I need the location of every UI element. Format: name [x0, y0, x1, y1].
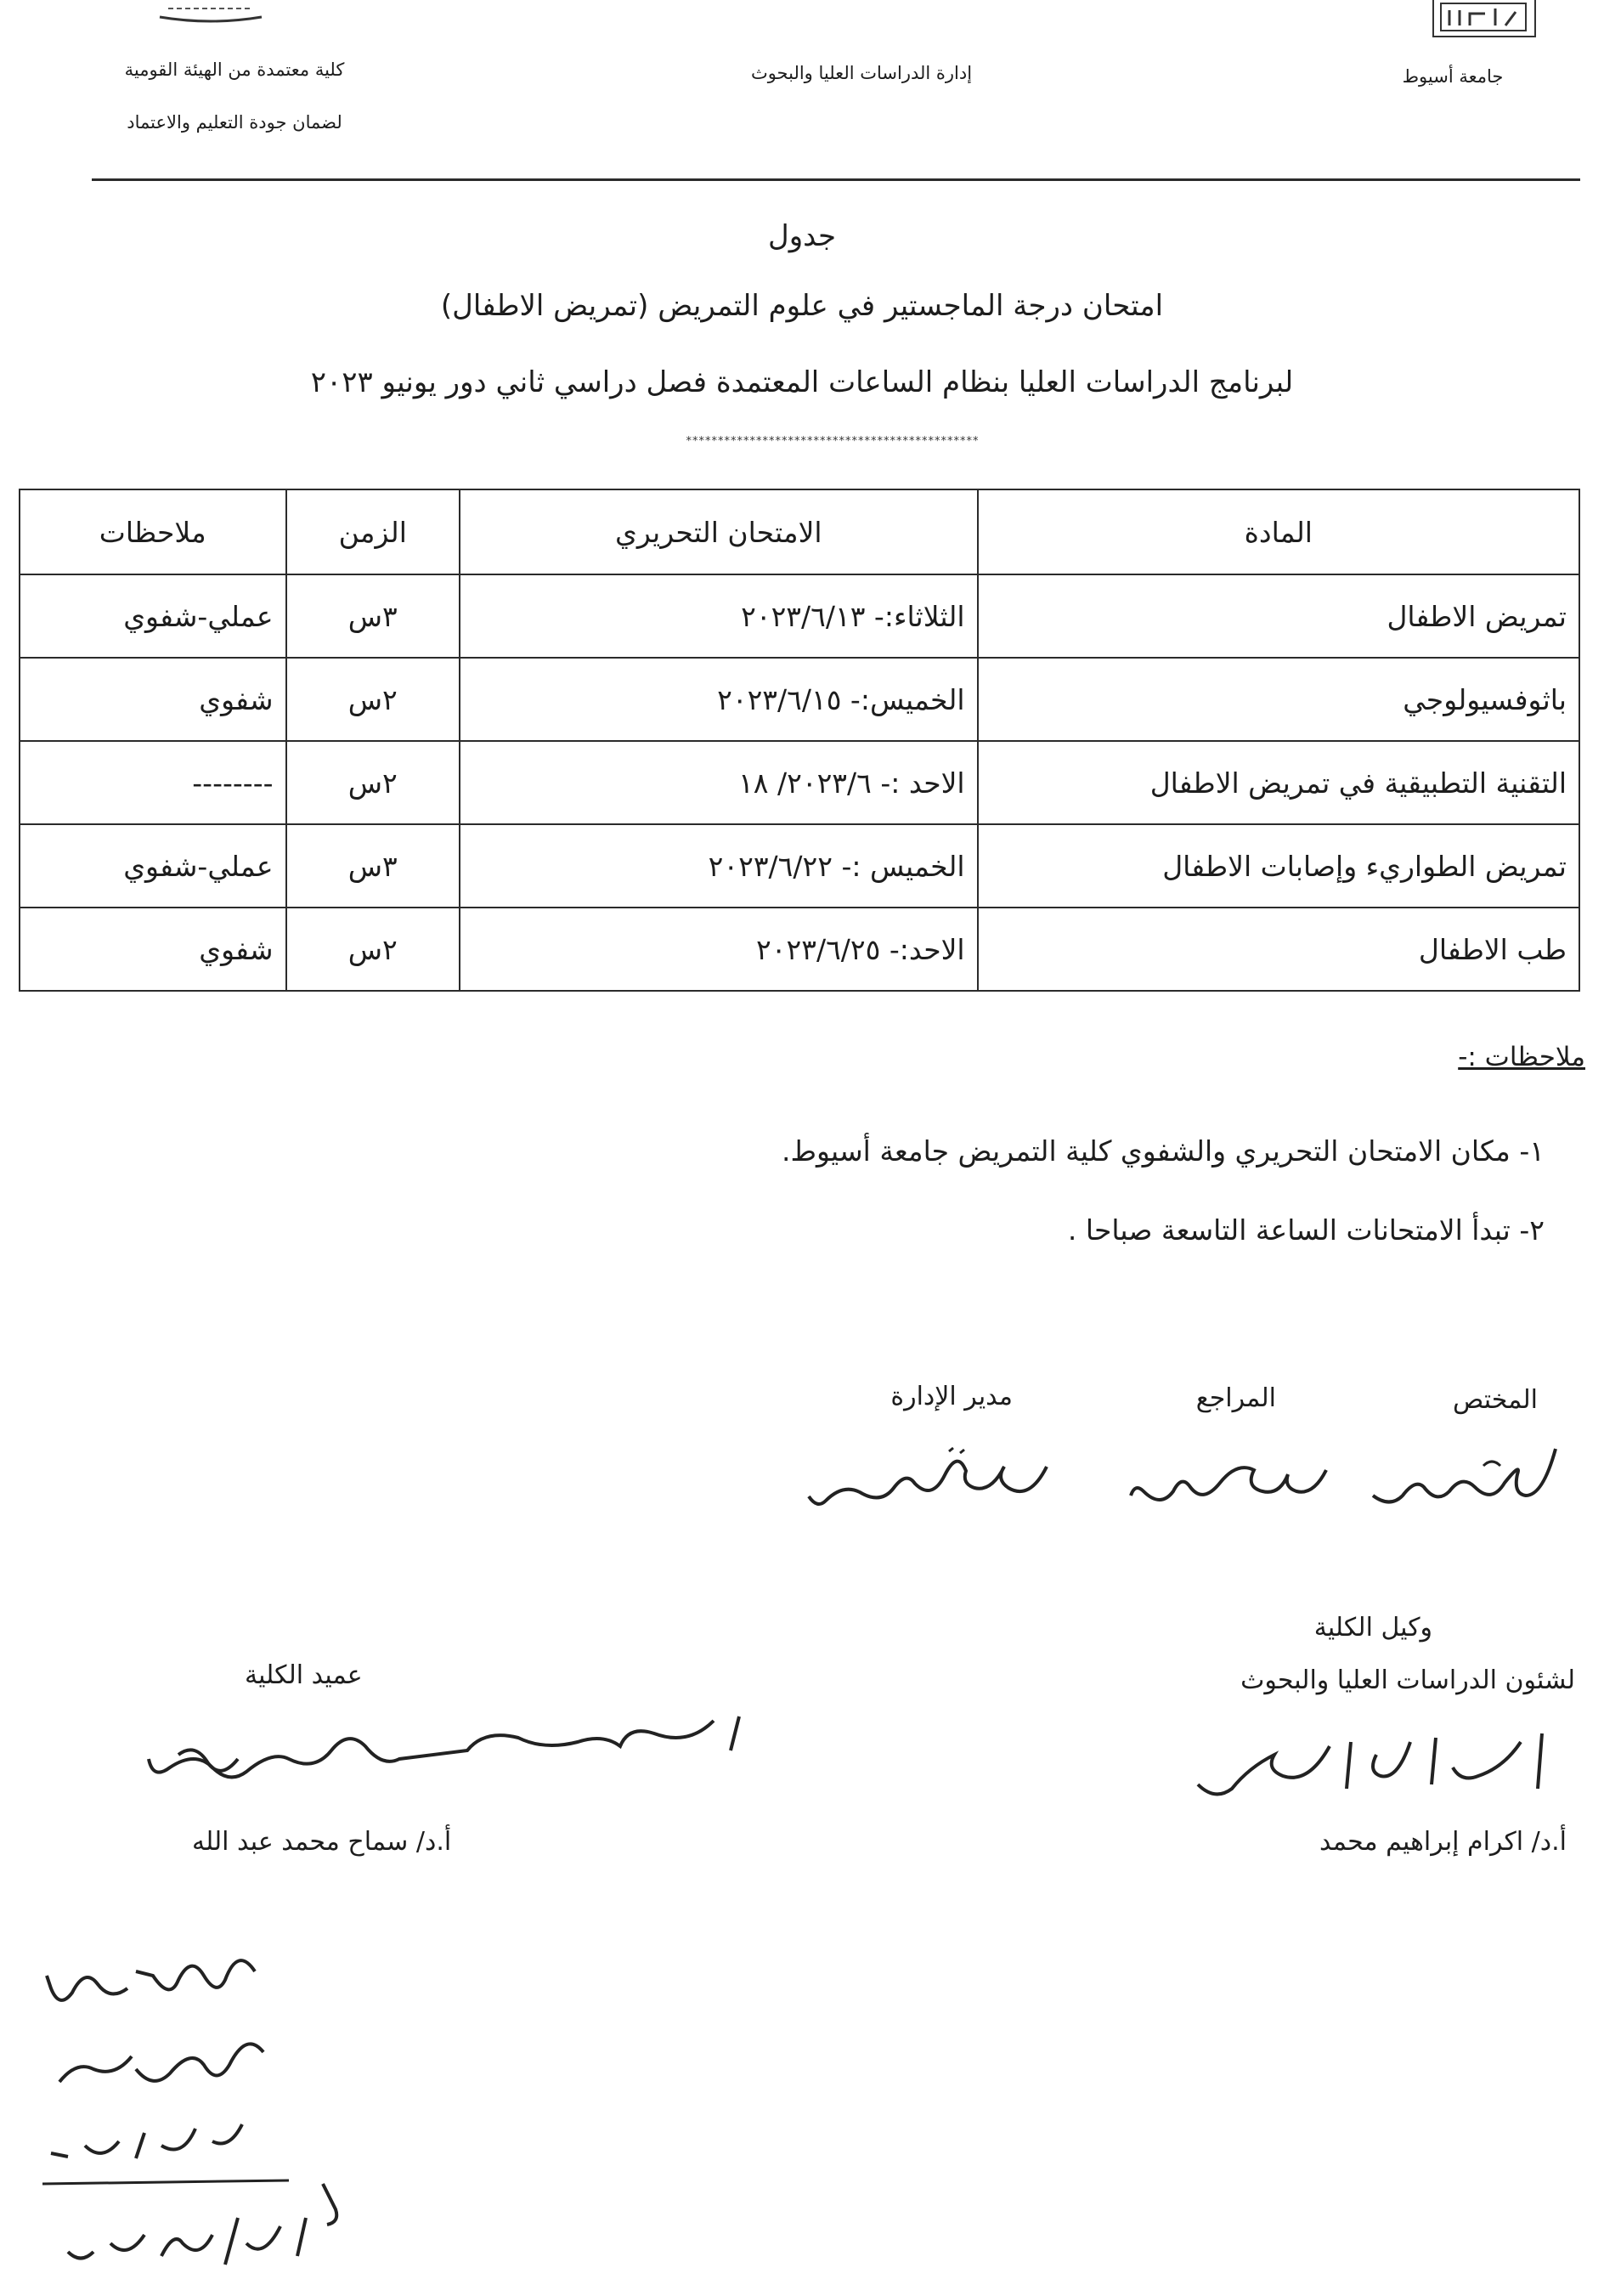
header-subject: المادة	[978, 489, 1579, 574]
row-exam: الاحد:- ٢٠٢٣/٦/٢٥	[460, 908, 978, 991]
faculty-logo	[151, 0, 270, 25]
handwritten-signature-dean	[144, 1699, 756, 1801]
university-logo-icon	[1434, 0, 1534, 36]
table-row	[20, 574, 1579, 658]
row-exam: الخميس :- ٢٠٢٣/٦/٢٢	[460, 824, 978, 908]
table-row	[20, 658, 1579, 741]
row-subject: تمريض الاطفال	[978, 574, 1579, 658]
vice-dean-name: أ.د/ اكرام إبراهيم محمد	[1319, 1827, 1567, 1857]
row-exam: الاحد :- ٢٠٢٣/٦/ ١٨	[460, 741, 978, 824]
note-item-1: ١- مكان الامتحان التحريري والشفوي كلية التمريض جامعة أسيوط.	[782, 1134, 1545, 1168]
header-accreditation-line1: كلية معتمدة من الهيئة القومية	[124, 59, 345, 80]
header-accreditation-line2: لضمان جودة التعليم والاعتماد	[127, 112, 342, 133]
handwritten-signature-vice-dean	[1181, 1716, 1555, 1810]
vice-dean-office: لشئون الدراسات العليا والبحوث	[1240, 1665, 1575, 1695]
row-exam: الخميس:- ٢٠٢٣/٦/١٥	[460, 658, 978, 741]
row-time: ٢س	[286, 741, 460, 824]
handwritten-signature-specialist	[1356, 1436, 1568, 1530]
signature-label-admin-manager: مدير الإدارة	[890, 1382, 1013, 1411]
header-administration: إدارة الدراسات العليا والبحوث	[750, 63, 973, 83]
row-notes: --------	[20, 741, 286, 824]
vice-dean-title: وكيل الكلية	[1313, 1613, 1432, 1643]
dean-name: أ.د/ سماح محمد عبد الله	[192, 1827, 452, 1857]
row-notes: شفوي	[20, 908, 286, 991]
row-time: ٣س	[286, 824, 460, 908]
document-program-line: لبرنامج الدراسات العليا بنظام الساعات المعتمدة فصل دراسي ثاني دور يونيو ٢٠٢٣	[310, 365, 1294, 399]
document-subtitle: امتحان درجة الماجستير في علوم التمريض (تمريض الاطفال)	[440, 289, 1164, 323]
row-time: ٢س	[286, 908, 460, 991]
notes-title: ملاحظات :-	[1458, 1042, 1585, 1072]
faculty-logo-icon	[151, 0, 270, 25]
row-subject: تمريض الطواريء وإصابات الاطفال	[978, 824, 1579, 908]
header-notes: ملاحظات	[20, 489, 286, 574]
header-written-exam: الامتحان التحريري	[460, 489, 978, 574]
signature-label-reviewer: المراجع	[1195, 1383, 1276, 1413]
handwritten-signature-reviewer	[1118, 1445, 1339, 1521]
header-divider	[92, 178, 1580, 181]
header-time: الزمن	[286, 489, 460, 574]
row-notes: شفوي	[20, 658, 286, 741]
university-logo	[1432, 0, 1536, 37]
row-subject: باثوفسيولوجي	[978, 658, 1579, 741]
document-title: جدول	[768, 219, 836, 253]
note-item-2: ٢- تبدأ الامتحانات الساعة التاسعة صباحا .	[1067, 1213, 1545, 1247]
exam-schedule-table	[19, 489, 1580, 992]
row-subject: طب الاطفال	[978, 908, 1579, 991]
decorative-stars: **********************************************	[686, 435, 980, 448]
table-header-row	[20, 489, 1579, 574]
row-time: ٢س	[286, 658, 460, 741]
row-time: ٣س	[286, 574, 460, 658]
dean-title: عميد الكلية	[245, 1660, 363, 1690]
handwritten-signature-admin-manager	[800, 1433, 1055, 1526]
row-exam: الثلاثاء:- ٢٠٢٣/٦/١٣	[460, 574, 978, 658]
row-subject: التقنية التطبيقية في تمريض الاطفال	[978, 741, 1579, 824]
table-row	[20, 908, 1579, 991]
row-notes: عملي-شفوي	[20, 824, 286, 908]
handwritten-approval-note	[34, 1929, 476, 2286]
signature-label-specialist: المختص	[1453, 1385, 1538, 1415]
row-notes: عملي-شفوي	[20, 574, 286, 658]
table-row	[20, 824, 1579, 908]
table-row	[20, 741, 1579, 824]
header-university: جامعة أسيوط	[1402, 66, 1504, 87]
